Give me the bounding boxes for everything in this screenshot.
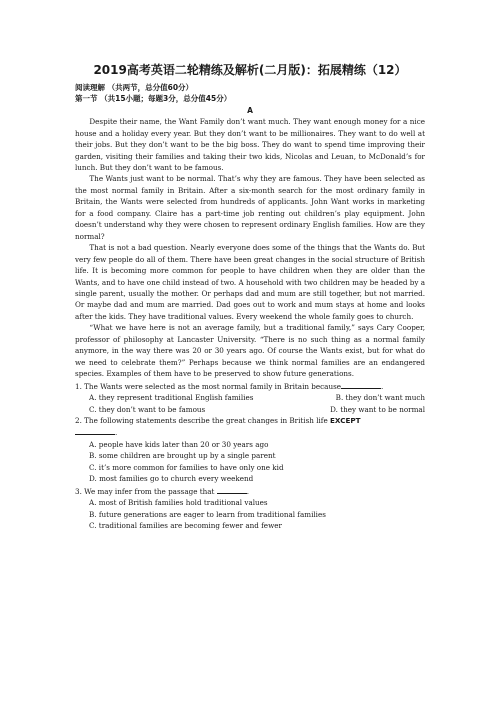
option-b: B. they don’t want much [335,393,425,403]
option-c: C. it’s more common for families to have only one kid [89,462,284,472]
section-heading: 阅读理解 （共两节，总分值60分） [75,83,194,92]
answer-blank [217,485,247,494]
reading-passage [75,116,425,379]
question-1 [75,380,425,415]
question-options [75,439,425,485]
option-a: A. they represent traditional English families [89,393,254,403]
option-b: B. future generations are eager to learn from traditional families [89,509,326,519]
option-a: A. people have kids later than 20 or 30 years ago [89,439,269,449]
question-2 [75,415,425,485]
passage-paragraph-1: Despite their name, the Want Family don’t want much. They want enough money for a nice house and a holiday every year. But they don’t want to be millionaires. They want to do well at their jobs. But they don’t want to be the big boss. They do want to spend time improving their garden, visiting their families and taking their two kids, Nicolas and Leuan, to McDonald’s for lunch. But they don’t want to be famous. [75,117,425,173]
document-title: 2019高考英语二轮精练及解析(二月版)：拓展精练（12） [93,63,407,77]
option-c: C. they don’t want to be famous [89,404,206,414]
passage-paragraph-2: The Wants just want to be normal. That’s why they are famous. They have been selected as the most normal family in Britain. After a six-month search for the most ordinary family in Britain, the Wants were selected from hundreds of applicants. John Want works in marketing for a food company. Claire has a part-time job renting out children’s play equipment. John doesn’t understand why they were chosen to represent ordinary English families. How are they normal? [75,174,425,241]
passage-paragraph-4: “What we have here is not an average family, but a traditional family,” says Cary Cooper, professor of philosophy at Lancaster University. “There is no such thing as a normal family anymore, in the way there was 20 or 30 years ago. Of course the Wants exist, but for what do we need to celebrate them?” Perhaps because we think normal families are an endangered species. Examples of them have to be preserved to show future generations. [75,323,425,379]
question-stem: 3. We may infer from the passage that . [75,486,250,496]
part-heading: 第一节 （共15小题；每题3分，总分值45分） [75,94,232,104]
question-options [75,392,425,415]
question-3 [75,485,425,532]
passage-paragraph-3: That is not a bad question. Nearly everyone does some of the things that the Wants do. But very few people do all of them. There have been great changes in the social structure of British life. It is becoming more common for people to have children when they are older than the Wants, and to have one child instead of two. A household with two children may be headed by a single parent, usually the mother. Or perhaps dad and mum are still together, but not married. Or maybe dad and mum are married. Dad goes out to work and mum stays at home and looks after the kids. They have traditional values. Every weekend the whole family goes to church. [75,243,425,321]
question-stem: 2. The following statements describe the great changes in British life EXCEPT . [75,416,361,438]
option-c: C. traditional families are becoming fewer and fewer [89,521,282,531]
option-b: B. some children are brought up by a single parent [89,451,276,461]
passage-label: A [247,105,253,115]
except-keyword: EXCEPT [330,416,361,425]
question-stem: 1. The Wants were selected as the most normal family in Britain because . [75,381,384,391]
option-d: D. they want to be normal [330,404,425,414]
option-d: D. most families go to church every weekend [89,474,254,484]
question-options [75,497,425,531]
answer-blank [341,380,381,389]
answer-blank [75,426,115,435]
option-a: A. most of British families hold traditional values [89,498,268,508]
